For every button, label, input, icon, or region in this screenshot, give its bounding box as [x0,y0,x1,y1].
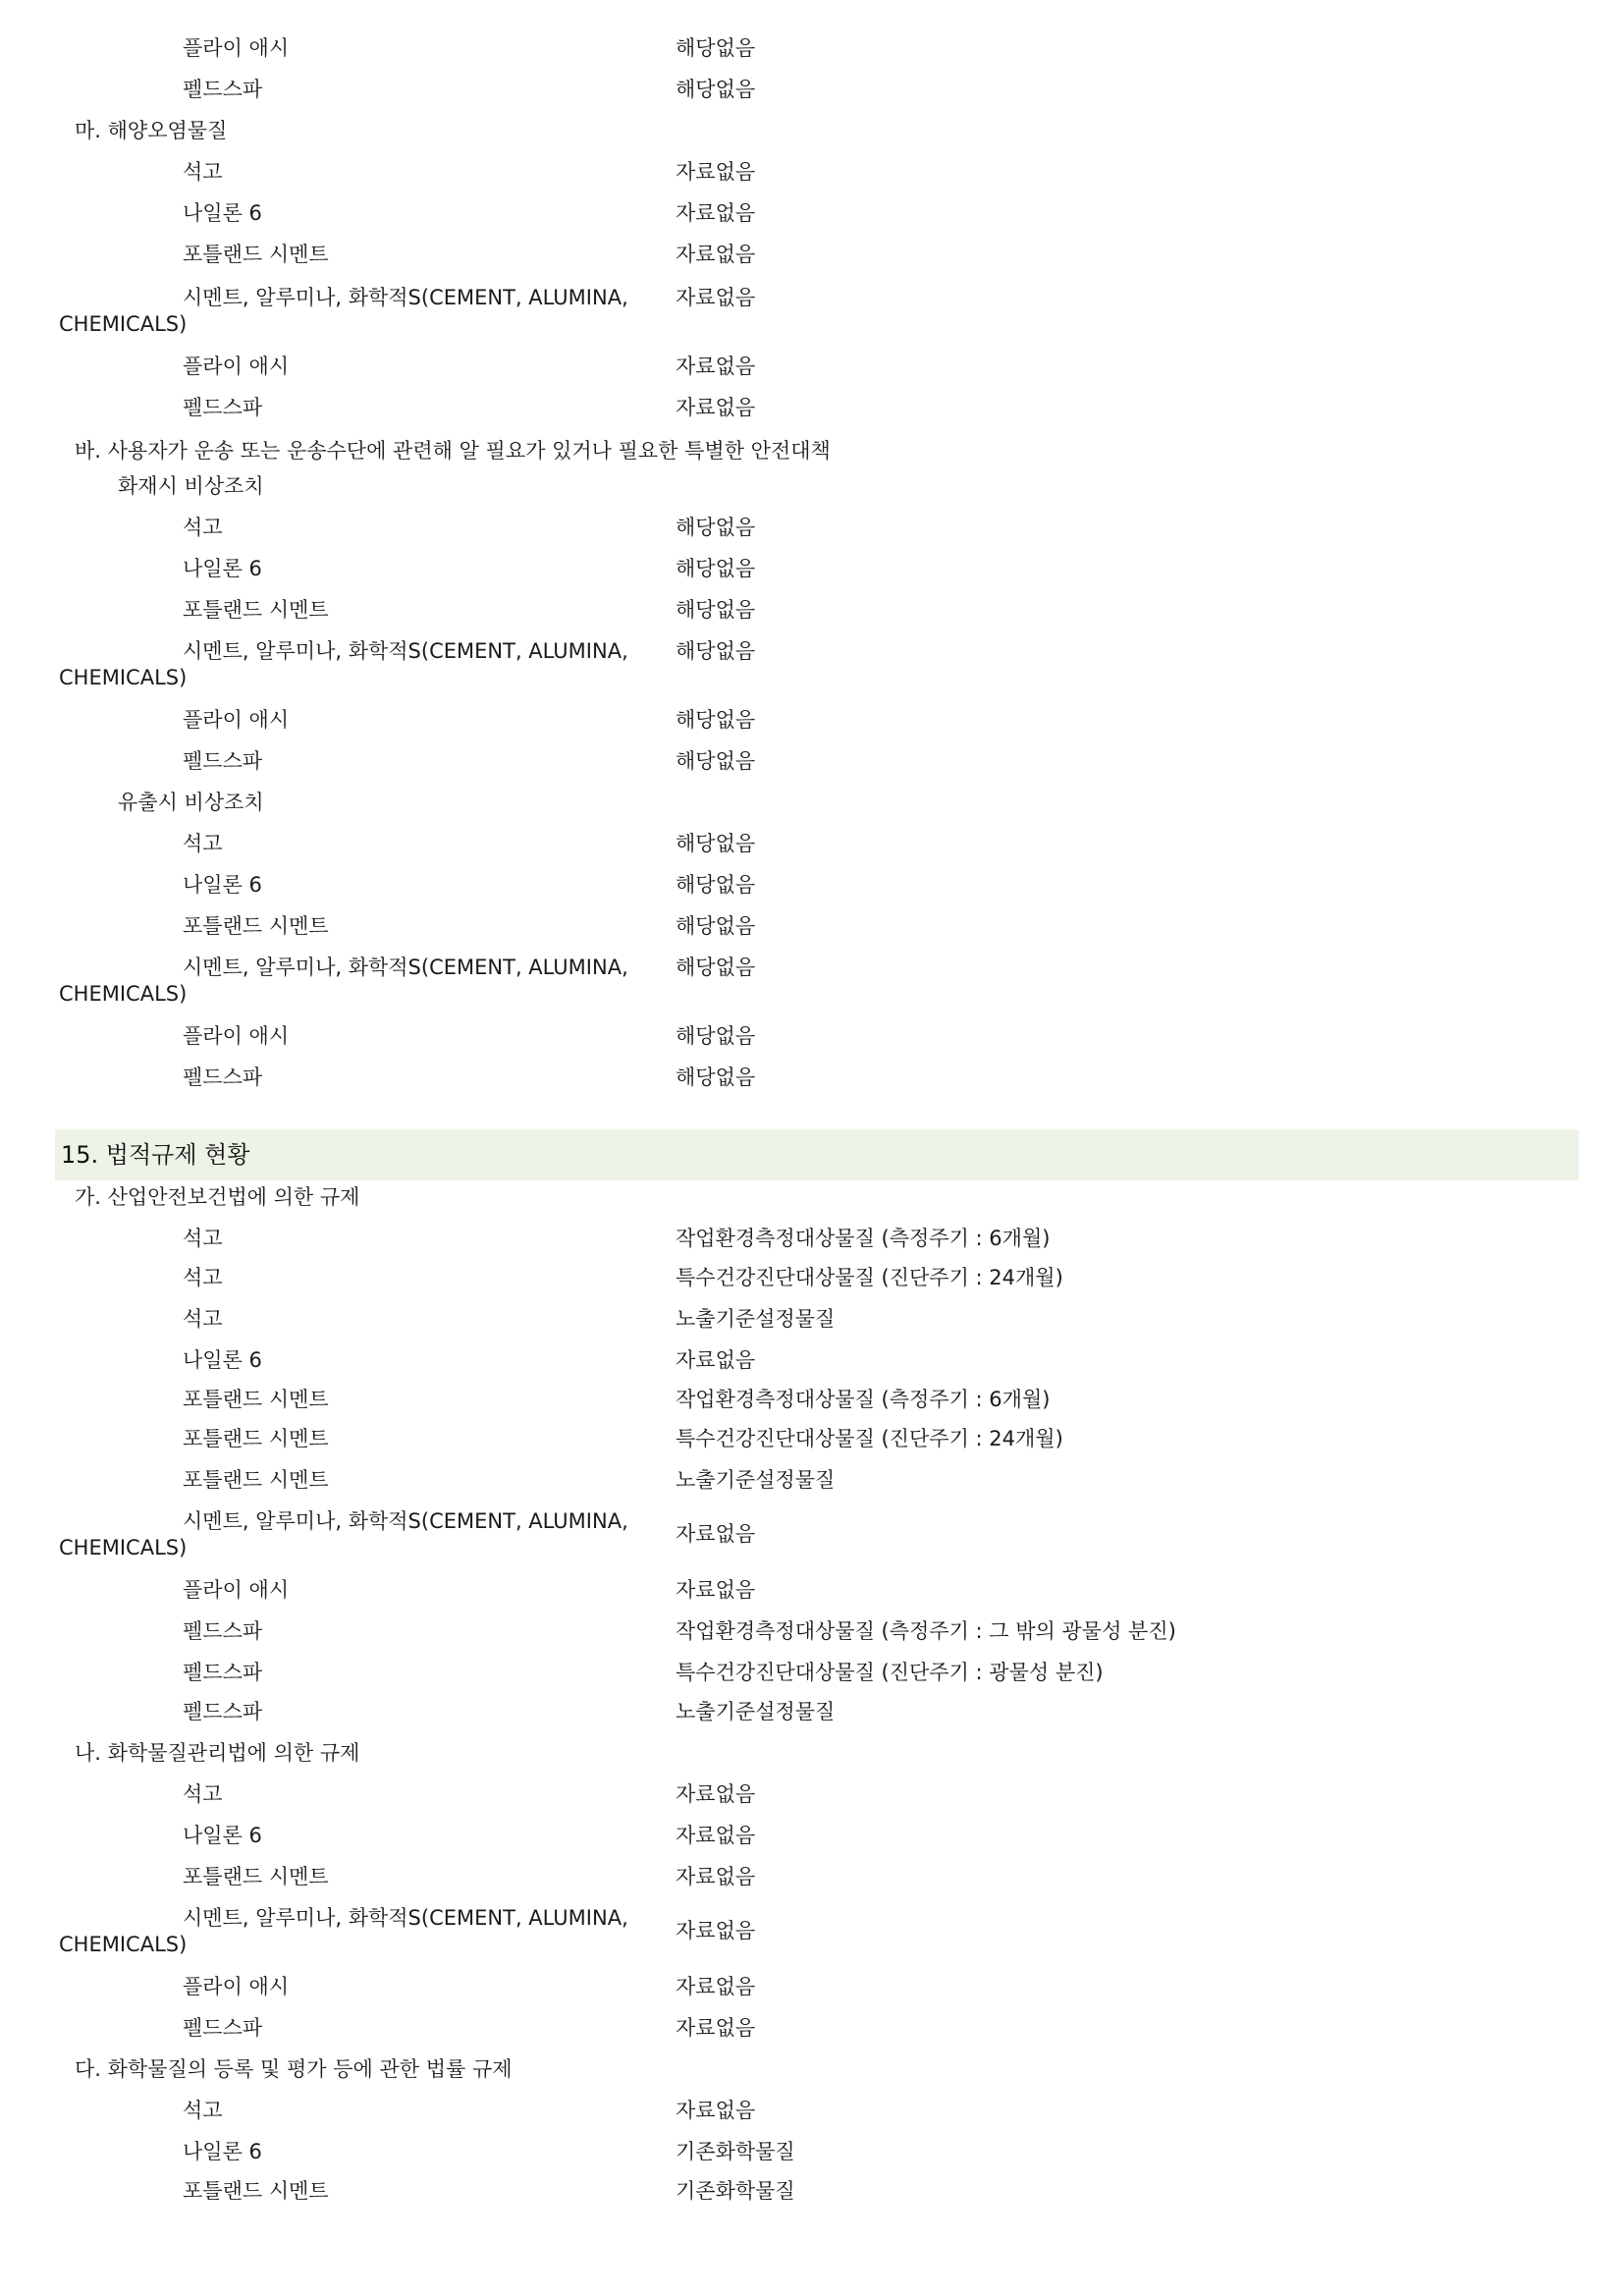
regulation-value: 해당없음 [676,708,756,732]
regulation-value: 자료없음 [676,1522,756,1546]
regulation-value: 자료없음 [676,1348,756,1372]
substance-name: 펠드스파 [183,1700,263,1723]
regulation-value: 해당없음 [676,36,756,60]
emergency-measure-heading-text: 유출시 비상조치 [118,791,264,814]
substance-name: 석고 [183,1227,223,1250]
regulation-value: 자료없음 [676,243,756,266]
substance-name: 석고 [183,1266,223,1289]
substance-name: 포틀랜드 시멘트 [183,1427,329,1450]
substance-name: 펠드스파 [183,749,263,773]
regulation-value: 노출기준설정물질 [676,1307,836,1331]
substance-name: 플라이 애시 [183,1975,290,1998]
regulation-value: 해당없음 [676,873,756,897]
regulation-value: 자료없음 [676,286,756,309]
regulation-value: 해당없음 [676,639,756,663]
substance-name: 플라이 애시 [183,708,290,732]
substance-name: 시멘트, 알루미나, 화학적S(CEMENT, ALUMINA, CHEMICALS) [59,286,628,336]
substance-name: 석고 [183,2099,223,2122]
regulation-value: 해당없음 [676,78,756,101]
regulation-value: 작업환경측정대상물질 (측정주기 : 6개월) [676,1388,1051,1411]
regulation-value: 자료없음 [676,1865,756,1888]
regulation-value: 자료없음 [676,1578,756,1602]
substance-name: 나일론 6 [183,201,262,225]
substance-name: 포틀랜드 시멘트 [183,598,329,622]
substance-name: 플라이 애시 [183,1578,290,1602]
substance-name: 시멘트, 알루미나, 화학적S(CEMENT, ALUMINA, CHEMICALS) [59,1509,628,1559]
regulation-value: 자료없음 [676,1782,756,1806]
substance-name: 플라이 애시 [183,36,290,60]
regulation-value: 기존화학물질 [676,2179,795,2203]
regulation-value: 해당없음 [676,832,756,855]
emergency-measure-heading-text: 화재시 비상조치 [118,474,264,498]
regulation-value: 노출기준설정물질 [676,1700,836,1723]
regulation-value: 해당없음 [676,516,756,539]
regulation-value: 해당없음 [676,557,756,580]
substance-name: 석고 [183,832,223,855]
substance-name: 나일론 6 [183,873,262,897]
regulation-value: 해당없음 [676,1024,756,1048]
substance-name: 포틀랜드 시멘트 [183,1468,329,1492]
section-title: 15. 법적규제 현황 [61,1141,250,1169]
regulation-value: 해당없음 [676,749,756,773]
substance-name: 석고 [183,516,223,539]
substance-name: 석고 [183,160,223,184]
regulation-value: 기존화학물질 [676,2140,795,2163]
substance-name: 시멘트, 알루미나, 화학적S(CEMENT, ALUMINA, CHEMICALS) [59,639,628,689]
substance-name: 시멘트, 알루미나, 화학적S(CEMENT, ALUMINA, CHEMICALS) [59,956,628,1006]
substance-name: 펠드스파 [183,1066,263,1089]
regulation-value: 자료없음 [676,2099,756,2122]
regulation-value: 자료없음 [676,2016,756,2040]
substance-name: 펠드스파 [183,1661,263,1684]
substance-name: 포틀랜드 시멘트 [183,243,329,266]
substance-name: 나일론 6 [183,557,262,580]
regulation-value: 자료없음 [676,160,756,184]
regulation-value: 자료없음 [676,1975,756,1998]
substance-name: 포틀랜드 시멘트 [183,2179,329,2203]
regulation-value: 자료없음 [676,355,756,378]
regulation-value: 해당없음 [676,956,756,979]
substance-name: 시멘트, 알루미나, 화학적S(CEMENT, ALUMINA, CHEMICALS) [59,1906,628,1956]
substance-name: 나일론 6 [183,2140,262,2163]
regulation-value: 작업환경측정대상물질 (측정주기 : 6개월) [676,1227,1051,1250]
regulation-value: 특수건강진단대상물질 (진단주기 : 24개월) [676,1427,1063,1450]
substance-name: 포틀랜드 시멘트 [183,1388,329,1411]
regulation-value: 노출기준설정물질 [676,1468,836,1492]
substance-name: 석고 [183,1782,223,1806]
regulation-value: 해당없음 [676,598,756,622]
subsection-heading-text: 가. 산업안전보건법에 의한 규제 [75,1185,360,1209]
substance-name: 나일론 6 [183,1824,262,1847]
substance-name: 플라이 애시 [183,355,290,378]
substance-name: 펠드스파 [183,1619,263,1643]
subsection-heading-text: 바. 사용자가 운송 또는 운송수단에 관련해 알 필요가 있거나 필요한 특별한 안전대책 [75,439,831,463]
subsection-heading-text: 마. 해양오염물질 [75,119,228,142]
regulation-value: 작업환경측정대상물질 (측정주기 : 그 밖의 광물성 분진) [676,1619,1176,1643]
regulation-value: 특수건강진단대상물질 (진단주기 : 24개월) [676,1266,1063,1289]
substance-name: 플라이 애시 [183,1024,290,1048]
substance-name: 나일론 6 [183,1348,262,1372]
substance-name: 펠드스파 [183,2016,263,2040]
substance-name: 펠드스파 [183,78,263,101]
subsection-heading-text: 다. 화학물질의 등록 및 평가 등에 관한 법률 규제 [75,2057,513,2081]
substance-name: 펠드스파 [183,396,263,419]
substance-name: 포틀랜드 시멘트 [183,914,329,938]
regulation-value: 자료없음 [676,396,756,419]
regulation-value: 자료없음 [676,1919,756,1942]
regulation-value: 해당없음 [676,1066,756,1089]
regulation-value: 해당없음 [676,914,756,938]
regulation-value: 특수건강진단대상물질 (진단주기 : 광물성 분진) [676,1661,1104,1684]
section-band-background [55,1129,1579,1180]
subsection-heading-text: 나. 화학물질관리법에 의한 규제 [75,1741,360,1765]
regulation-value: 자료없음 [676,201,756,225]
substance-name: 포틀랜드 시멘트 [183,1865,329,1888]
regulation-value: 자료없음 [676,1824,756,1847]
substance-name: 석고 [183,1307,223,1331]
